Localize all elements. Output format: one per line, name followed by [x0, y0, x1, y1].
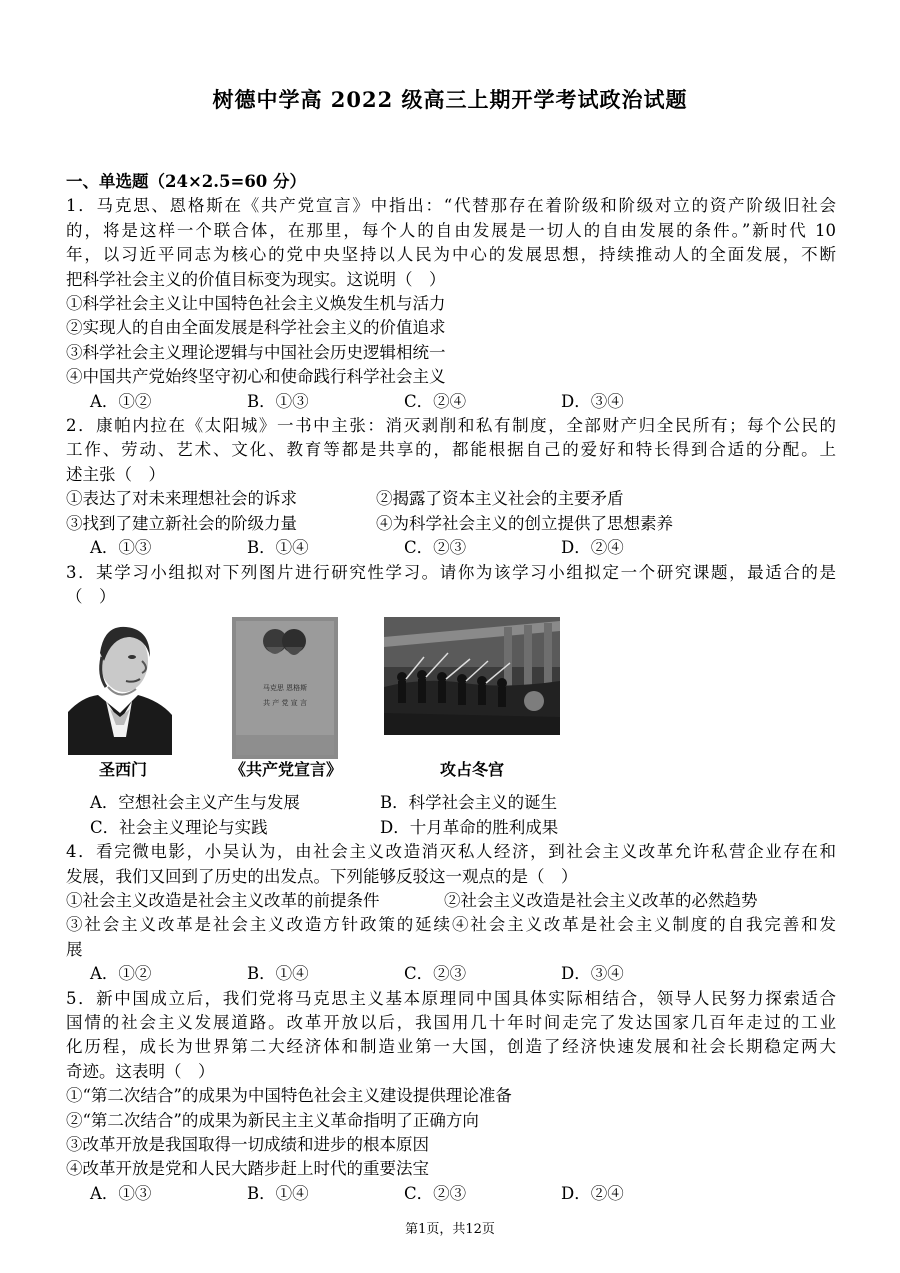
question-stem-line: 4．看完微电影，小吴认为，由社会主义改造消灭私人经济，到社会主义改革允许私营企业存在和	[66, 842, 836, 862]
option-d[interactable]: D．②④	[561, 1183, 624, 1203]
option-c[interactable]: C．②③	[404, 964, 467, 984]
option-a[interactable]: A．①②	[90, 391, 152, 411]
statement-item: ②社会主义改造是社会主义改革的必然趋势	[444, 890, 758, 910]
caption-saint-simon: 圣西门	[98, 760, 147, 780]
question-stem-line: 发展，我们又回到了历史的出发点。下列能够反驳这一观点的是（ ）	[66, 866, 578, 886]
figure-row	[66, 615, 836, 791]
question-stem-line: 年，以习近平同志为核心的党中央坚持以人民为中心的发展思想，持续推动人的全面发展，不断	[66, 245, 836, 265]
statement-item: ②实现人的自由全面发展是科学社会主义的价值追求	[66, 318, 446, 338]
option-c[interactable]: C．社会主义理论与实践	[90, 817, 268, 837]
statement-item: ③科学社会主义理论逻辑与中国社会历史逻辑相统一	[66, 342, 446, 362]
question-stem-line: 述主张（ ）	[66, 464, 165, 484]
page-title: 树德中学高 2022 级高三上期开学考试政治试题	[212, 87, 688, 112]
winter-palace-image	[384, 617, 560, 735]
option-d[interactable]: D．③④	[561, 391, 624, 411]
caption-communist-manifesto: 《共产党宣言》	[229, 760, 342, 780]
statement-item: ③找到了建立新社会的阶级力量	[66, 513, 297, 533]
statement-item: ②揭露了资本主义社会的主要矛盾	[376, 489, 624, 509]
answer-options	[66, 1182, 836, 1206]
answer-options	[66, 962, 836, 986]
statement-item: ①社会主义改造是社会主义改革的前提条件	[66, 890, 380, 910]
answer-options	[66, 536, 836, 560]
book-cover-image	[232, 617, 338, 759]
statement-item: ③改革开放是我国取得一切成绩和进步的根本原因	[66, 1135, 429, 1154]
statement-item: ③社会主义改革是社会主义改造方针政策的延续④社会主义改革是社会主义制度的自我完善和发	[66, 915, 836, 935]
section-heading: 一、单选题（24×2.5=60 分）	[66, 172, 307, 191]
question-4	[66, 840, 836, 986]
option-c[interactable]: C．②③	[404, 1183, 467, 1203]
option-a[interactable]: A．空想社会主义产生与发展	[90, 793, 300, 813]
question-3	[66, 561, 836, 841]
statement-item: ②“第二次结合”的成果为新民主主义革命指明了正确方向	[66, 1110, 479, 1130]
answer-options	[66, 791, 836, 815]
option-b[interactable]: B．科学社会主义的诞生	[380, 793, 558, 813]
option-a[interactable]: A．①③	[90, 1183, 152, 1203]
statement-item: ①表达了对未来理想社会的诉求	[66, 489, 297, 509]
option-b[interactable]: B．①④	[247, 1183, 309, 1203]
question-stem-line: 化历程，成长为世界第二大经济体和制造业第一大国，创造了经济快速发展和社会长期稳定两大	[66, 1037, 836, 1057]
question-stem-line: 1．马克思、恩格斯在《共产党宣言》中指出：“代替那存在着阶级和阶级对立的资产阶级旧社会	[66, 196, 836, 216]
book-title: 共 产 党 宣 言	[263, 699, 307, 708]
page-number: 第1页，共12页	[405, 1222, 495, 1237]
question-stem-line: 5．新中国成立后，我们党将马克思主义基本原理同中国具体实际相结合，领导人民努力探索适合	[66, 988, 836, 1008]
statement-item: 展	[66, 939, 83, 959]
option-c[interactable]: C．②③	[404, 538, 467, 558]
question-2	[66, 414, 836, 560]
statement-row	[66, 889, 836, 913]
statement-row	[66, 487, 836, 511]
question-stem-line: 国情的社会主义发展道路。改革开放以后，我国用几十年时间走完了发达国家几百年走过的工业	[66, 1012, 836, 1032]
question-stem-line: 奇迹。这表明（ ）	[66, 1061, 215, 1081]
question-stem-line: 2．康帕内拉在《太阳城》一书中主张：消灭剥削和私有制度，全部财产归全民所有；每个公民的	[66, 416, 836, 436]
answer-options	[66, 816, 836, 840]
option-b[interactable]: B．①④	[247, 964, 309, 984]
figure-communist-manifesto	[232, 617, 338, 766]
option-a[interactable]: A．①②	[90, 964, 152, 984]
option-a[interactable]: A．①③	[90, 538, 152, 558]
portrait-image	[68, 617, 172, 755]
statement-row	[66, 512, 836, 536]
statement-item: ①“第二次结合”的成果为中国特色社会主义建设提供理论准备	[66, 1086, 512, 1106]
book-authors: 马克思 恩格斯	[262, 684, 308, 693]
question-content	[66, 170, 836, 1206]
question-stem-line: （ ）	[66, 586, 116, 606]
statement-item: ④中国共产党始终坚守初心和使命践行科学社会主义	[66, 367, 446, 387]
statement-item: ④改革开放是党和人民大踏步赶上时代的重要法宝	[66, 1159, 429, 1179]
question-stem-line: 的，将是这样一个联合体，在那里，每个人的自由发展是一切人的自由发展的条件。”新时代 10	[66, 220, 836, 240]
caption-winter-palace: 攻占冬宫	[439, 760, 504, 780]
option-d[interactable]: D．③④	[561, 964, 624, 984]
question-stem-line: 3．某学习小组拟对下列图片进行研究性学习。请你为该学习小组拟定一个研究课题，最适合的是	[66, 562, 836, 582]
option-c[interactable]: C．②④	[404, 391, 467, 411]
option-b[interactable]: B．①③	[247, 391, 309, 411]
figure-saint-simon	[68, 617, 172, 762]
statement-item: ①科学社会主义让中国特色社会主义焕发生机与活力	[66, 294, 446, 314]
question-1	[66, 194, 836, 414]
statement-item: ④为科学社会主义的创立提供了思想素养	[376, 513, 673, 533]
figure-winter-palace	[384, 617, 560, 742]
option-b[interactable]: B．①④	[247, 538, 309, 558]
answer-options	[66, 390, 836, 414]
option-d[interactable]: D．②④	[561, 538, 624, 558]
question-5	[66, 987, 836, 1207]
option-d[interactable]: D．十月革命的胜利成果	[380, 817, 559, 837]
question-stem-line: 工作、劳动、艺术、文化、教育等都是共享的，都能根据自己的爱好和特长得到合适的分配。上	[66, 440, 836, 460]
question-stem-line: 把科学社会主义的价值目标变为现实。这说明（ ）	[66, 269, 446, 289]
